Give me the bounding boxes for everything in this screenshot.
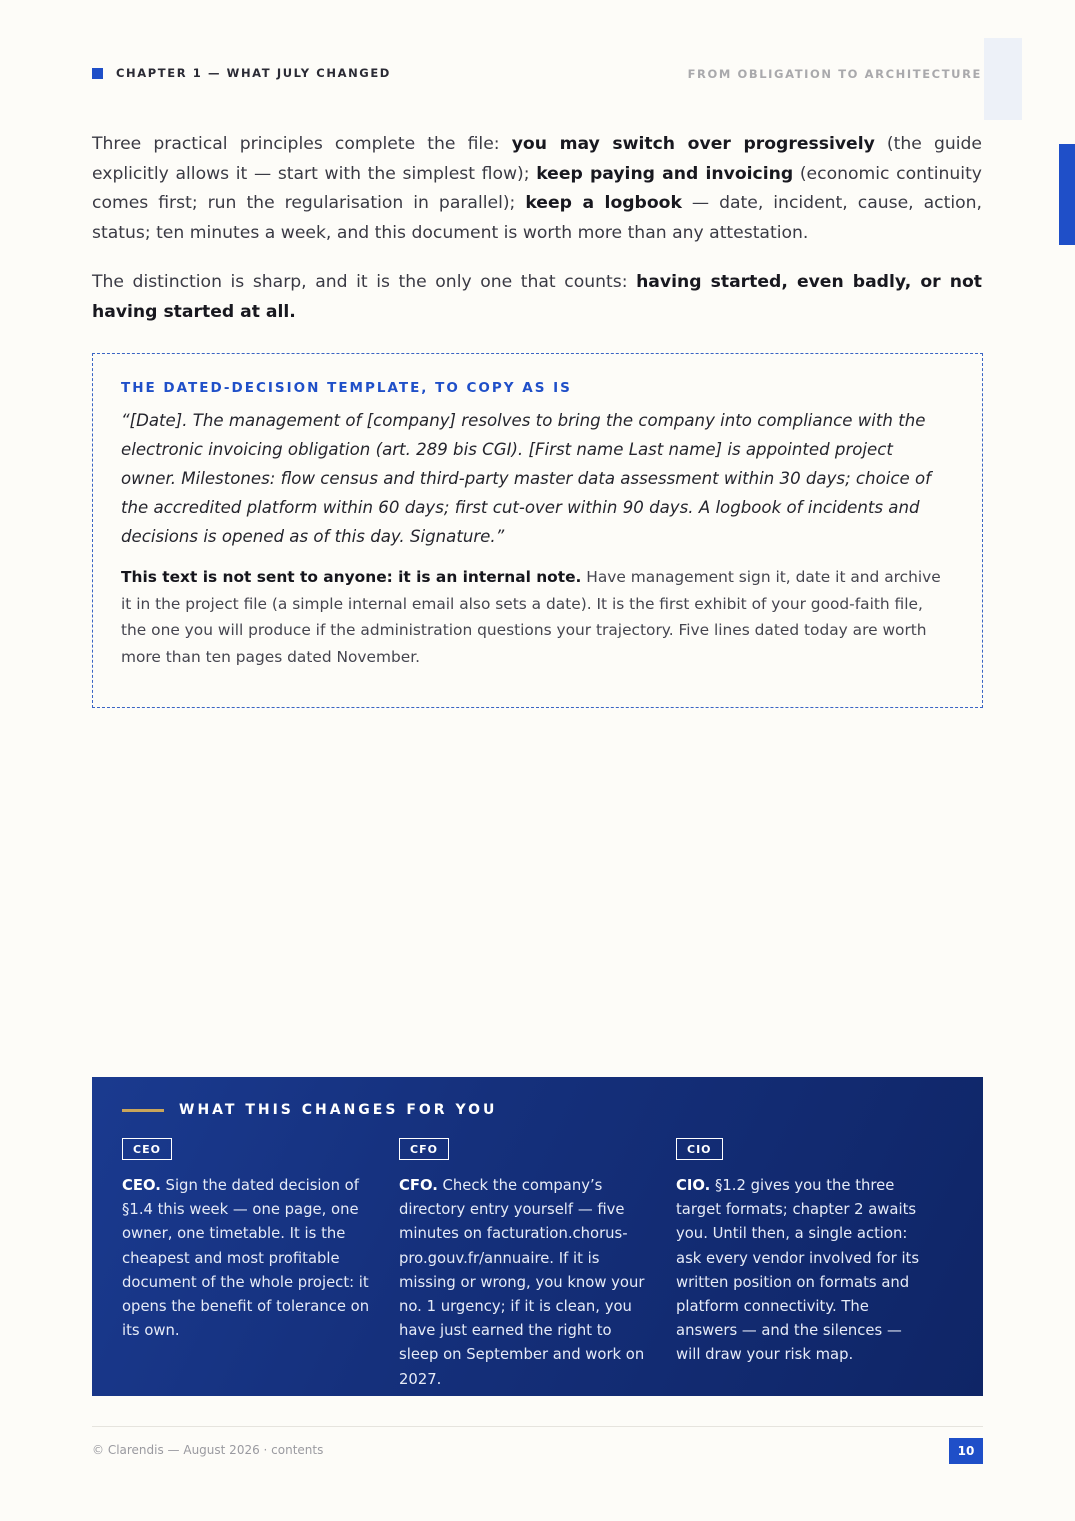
role-lead: CFO. xyxy=(399,1177,438,1194)
role-column-cfo xyxy=(399,1138,676,1392)
distinction-paragraph xyxy=(92,268,982,327)
role-text: Check the company’s directory entry yourself — five minutes on facturation.chorus-pro.gouv.fr/annuaire. If it is missing or wrong, you know your no. 1 urgency; if it is clean, you have just earned the right to sleep on September and work on 2027. xyxy=(399,1177,645,1388)
role-lead: CEO. xyxy=(122,1177,161,1194)
text-run: (economic continuity comes first; run the regularisation in parallel); xyxy=(92,163,982,213)
dated-decision-template-box xyxy=(92,353,983,708)
running-title: FROM OBLIGATION TO ARCHITECTURE xyxy=(687,67,982,81)
chapter-number-watermark xyxy=(984,38,1022,120)
template-title: THE DATED-DECISION TEMPLATE, TO COPY AS IS xyxy=(121,380,572,396)
running-header xyxy=(92,66,982,82)
text-run: Three practical principles complete the file: xyxy=(92,134,512,154)
page-number: 10 xyxy=(949,1438,983,1464)
bold-run: keep paying and invoicing xyxy=(536,163,794,184)
role-badge: CIO xyxy=(676,1138,723,1160)
panel-title: WHAT THIS CHANGES FOR YOU xyxy=(179,1102,498,1118)
text-run: — date, incident, cause, action, status; ten minutes a week, and this document is worth more than any attestation. xyxy=(92,193,982,243)
text-run: (the guide explicitly allows it — start with the simplest flow); xyxy=(92,134,983,184)
panel-header xyxy=(122,1101,953,1119)
role-text: §1.2 gives you the three target formats; chapter 2 awaits you. Until then, a single action: ask every vendor involved for its written position on formats and platform connectivity. The answers — and the silences — will draw your risk map. xyxy=(676,1177,920,1364)
role-columns xyxy=(122,1138,953,1392)
chapter-marker-icon xyxy=(92,68,103,79)
role-badge: CFO xyxy=(399,1138,449,1160)
role-lead: CIO. xyxy=(676,1177,711,1194)
role-badge: CEO xyxy=(122,1138,172,1160)
chapter-tab-marker xyxy=(1059,144,1075,245)
role-advice xyxy=(676,1174,926,1368)
note-text: Have management sign it, date it and archive it in the project file (a simple internal email also sets a date). It is the first exhibit of your good-faith file, the one you will produce if the administration questions your trajectory. Five lines dated today are worth more than ten pages dated November. xyxy=(121,568,941,666)
footer-divider xyxy=(92,1426,983,1427)
bold-run: keep a logbook xyxy=(525,193,682,213)
chapter-label xyxy=(92,66,391,80)
footer-credit: © Clarendis — August 2026 · contents xyxy=(92,1443,324,1457)
bold-run: having started, even badly, or not having started at all. xyxy=(92,272,983,322)
template-note xyxy=(121,564,953,670)
text-run: The distinction is sharp, and it is the only one that counts: xyxy=(92,272,637,292)
gold-rule xyxy=(122,1109,164,1112)
role-column-cio xyxy=(676,1138,953,1392)
note-lead: This text is not sent to anyone: it is an internal note. xyxy=(121,568,582,586)
what-this-changes-panel xyxy=(92,1077,983,1396)
role-advice xyxy=(122,1174,372,1343)
role-text: Sign the dated decision of §1.4 this week — one page, one owner, one timetable. It is the cheapest and most profitable document of the whole project: it opens the benefit of tolerance on its own. xyxy=(122,1177,370,1340)
role-column-ceo xyxy=(122,1138,399,1392)
chapter-title: CHAPTER 1 — WHAT JULY CHANGED xyxy=(116,66,391,80)
role-advice xyxy=(399,1174,649,1392)
principles-paragraph xyxy=(92,130,982,248)
bold-run: you may switch over progressively xyxy=(511,134,875,154)
template-quote: “[Date]. The management of [company] resolves to bring the company into compliance with the electronic invoicing obligation (art. 289 bis CGI). [First name Last name] is appointed project owner. Milestones: flow census and third-party master data assessment within 30 days; choice of the accredited platform within 60 days; first cut-over within 90 days. A logbook of incidents and decisions is opened as of this day. Signature.” xyxy=(121,411,931,546)
